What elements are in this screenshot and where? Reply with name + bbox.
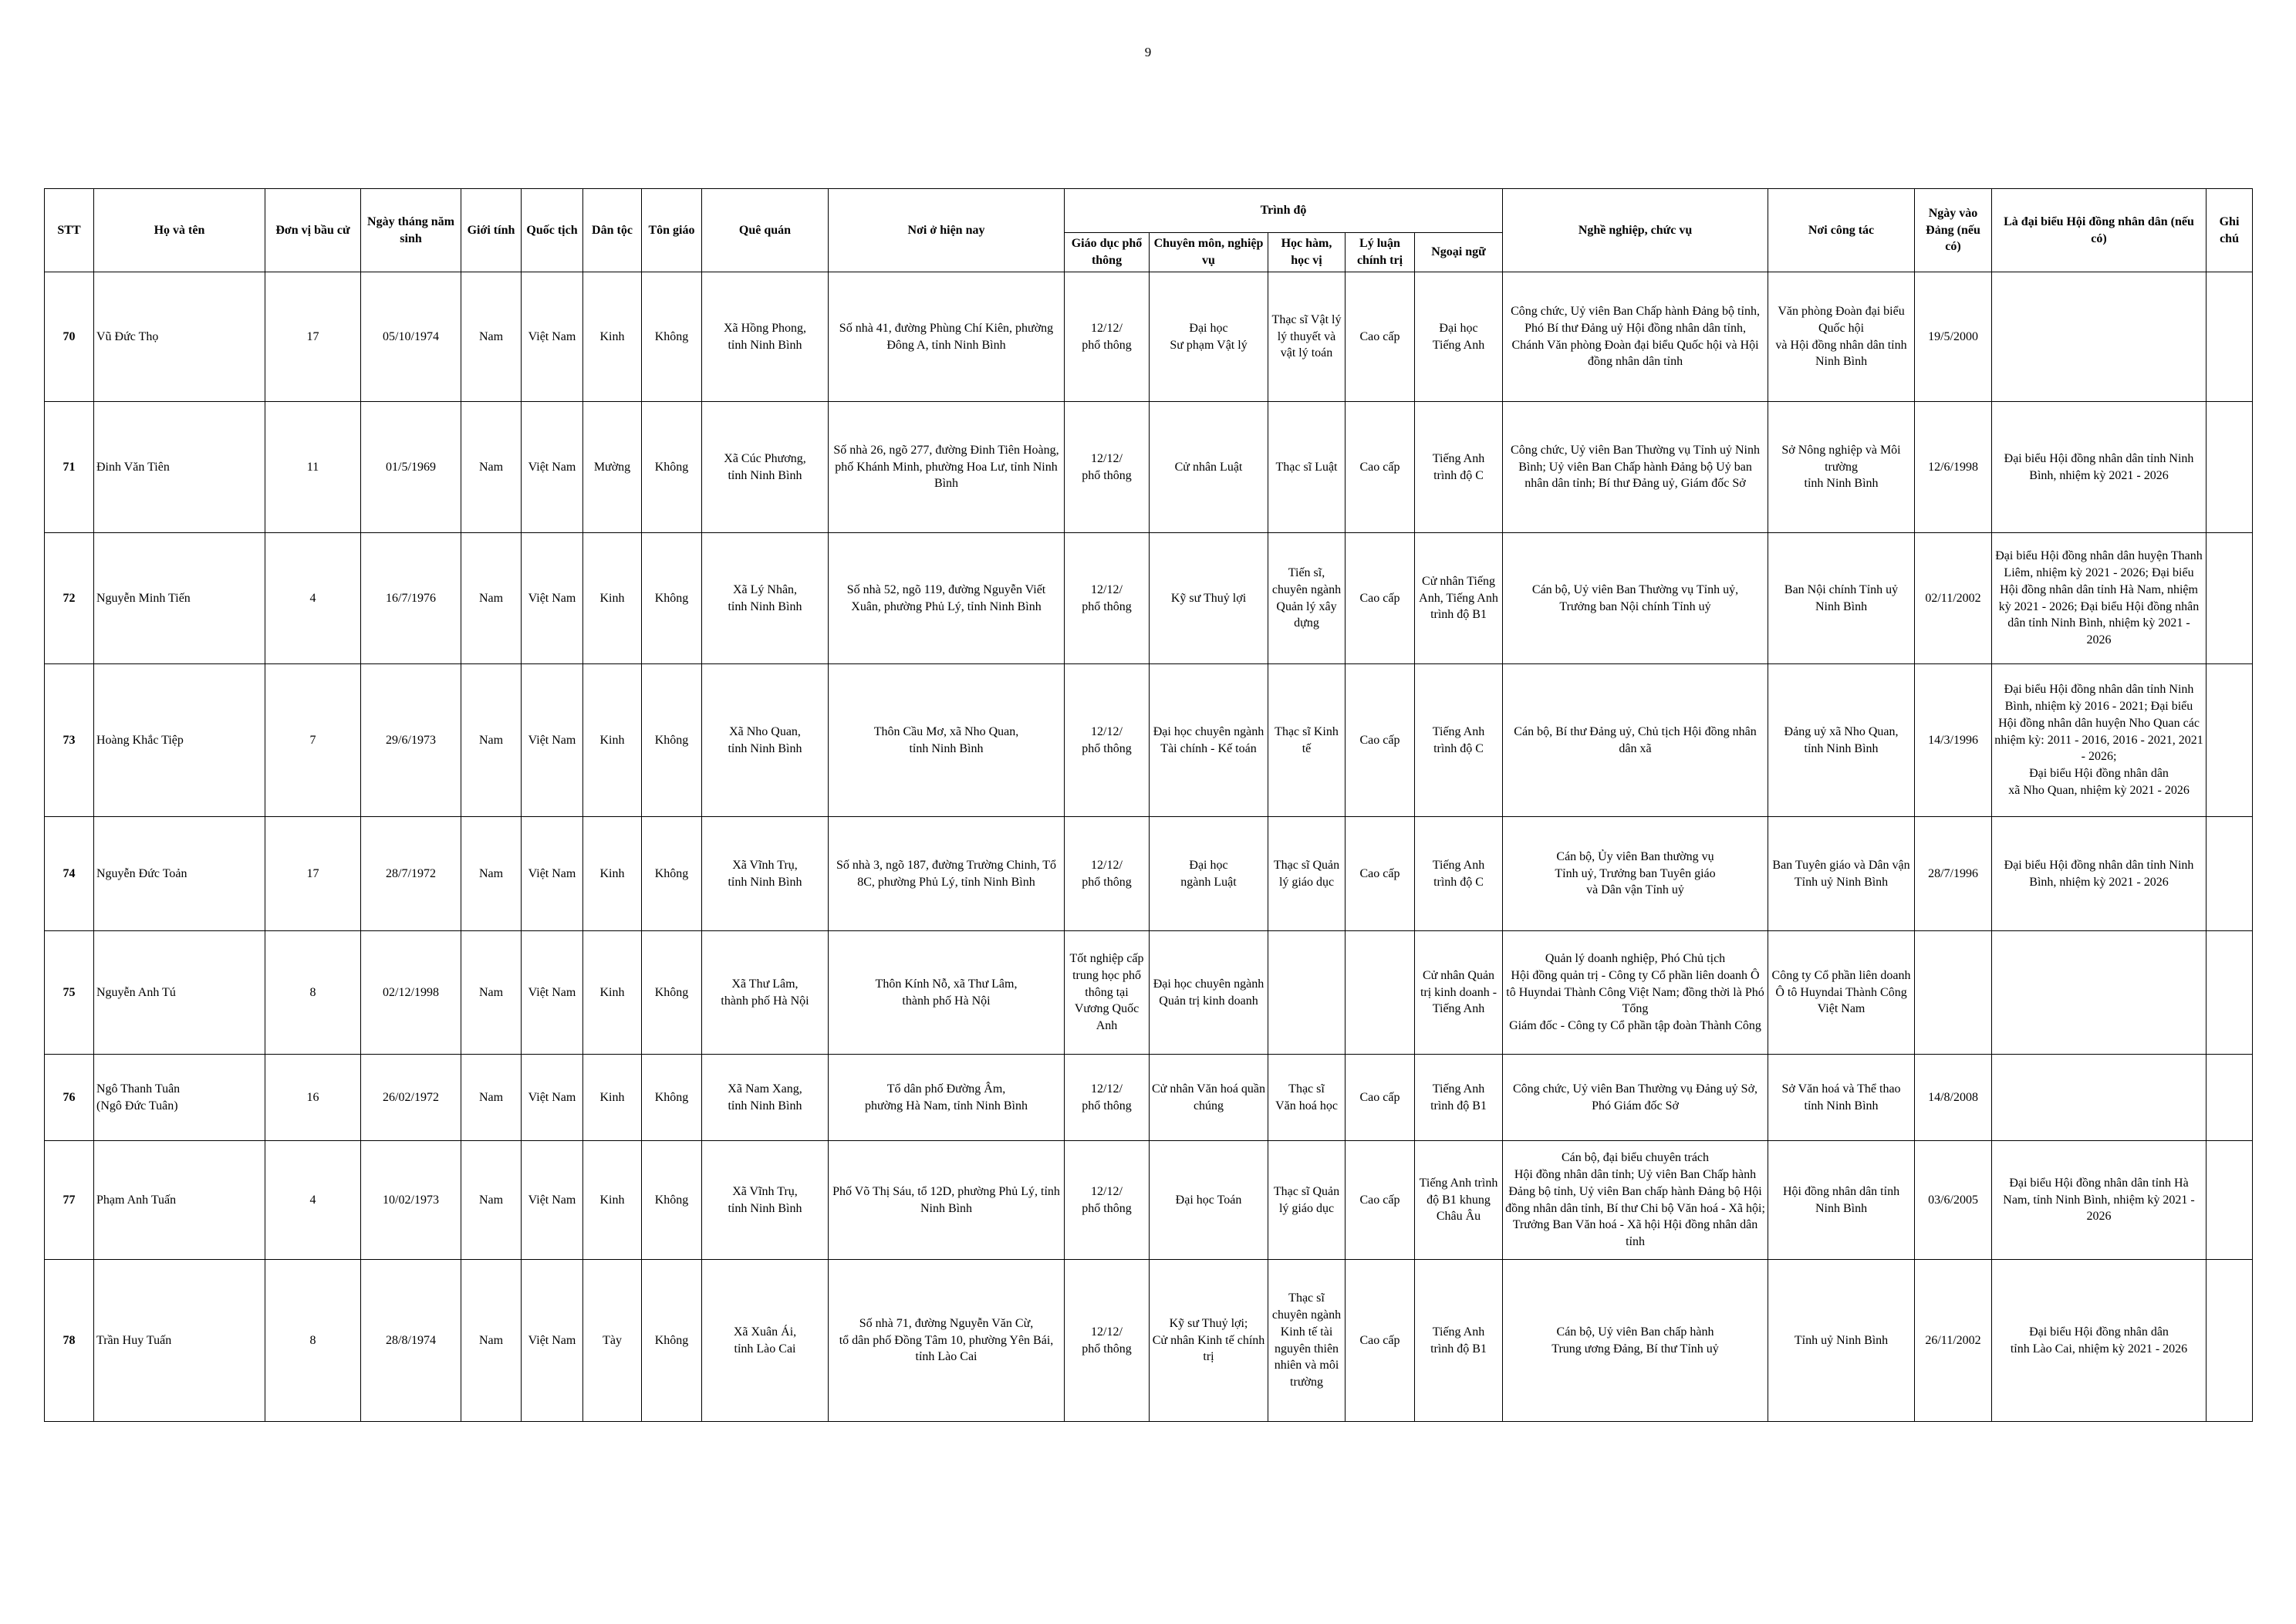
cell-name: Đinh Văn Tiên bbox=[94, 402, 265, 533]
cell-party-date: 14/8/2008 bbox=[1915, 1055, 1992, 1141]
cell-hometown: Xã Nho Quan, tỉnh Ninh Bình bbox=[702, 664, 829, 817]
header-professional: Chuyên môn, nghiệp vụ bbox=[1150, 233, 1268, 272]
cell-degree: Thạc sĩ Quản lý giáo dục bbox=[1268, 817, 1346, 931]
cell-general-edu: 12/12/ phổ thông bbox=[1065, 272, 1150, 402]
header-nationality: Quốc tịch bbox=[522, 189, 583, 272]
cell-professional: Đại học chuyên ngành Tài chính - Kế toán bbox=[1150, 664, 1268, 817]
cell-gender: Nam bbox=[461, 931, 522, 1055]
cell-language: Tiếng Anh trình độ B1 khung Châu Âu bbox=[1415, 1141, 1503, 1260]
cell-general-edu: 12/12/ phổ thông bbox=[1065, 533, 1150, 664]
cell-general-edu: 12/12/ phổ thông bbox=[1065, 402, 1150, 533]
cell-language: Cử nhân Tiếng Anh, Tiếng Anh trình độ B1 bbox=[1415, 533, 1503, 664]
header-degree: Học hàm, học vị bbox=[1268, 233, 1346, 272]
cell-nationality: Việt Nam bbox=[522, 402, 583, 533]
cell-degree: Thạc sĩ Vật lý lý thuyết và vật lý toán bbox=[1268, 272, 1346, 402]
header-delegate: Là đại biểu Hội đồng nhân dân (nếu có) bbox=[1992, 189, 2207, 272]
cell-stt: 74 bbox=[45, 817, 94, 931]
cell-residence: Phố Võ Thị Sáu, tổ 12D, phường Phủ Lý, tỉnh Ninh Bình bbox=[829, 1141, 1065, 1260]
cell-residence: Số nhà 3, ngõ 187, đường Trường Chinh, Tổ 8C, phường Phủ Lý, tỉnh Ninh Bình bbox=[829, 817, 1065, 931]
cell-ethnicity: Kinh bbox=[583, 664, 642, 817]
cell-gender: Nam bbox=[461, 533, 522, 664]
cell-nationality: Việt Nam bbox=[522, 533, 583, 664]
cell-language: Đại học Tiếng Anh bbox=[1415, 272, 1503, 402]
cell-residence: Số nhà 52, ngõ 119, đường Nguyễn Viết Xuân, phường Phủ Lý, tỉnh Ninh Bình bbox=[829, 533, 1065, 664]
cell-gender: Nam bbox=[461, 272, 522, 402]
cell-degree bbox=[1268, 931, 1346, 1055]
header-dob: Ngày tháng năm sinh bbox=[361, 189, 461, 272]
table-row bbox=[45, 817, 2253, 931]
cell-party-date: 19/5/2000 bbox=[1915, 272, 1992, 402]
cell-professional: Kỹ sư Thuỷ lợi; Cử nhân Kinh tế chính trị bbox=[1150, 1260, 1268, 1422]
cell-professional: Đại học ngành Luật bbox=[1150, 817, 1268, 931]
cell-hometown: Xã Cúc Phương, tỉnh Ninh Bình bbox=[702, 402, 829, 533]
header-residence: Nơi ở hiện nay bbox=[829, 189, 1065, 272]
cell-name: Nguyễn Minh Tiến bbox=[94, 533, 265, 664]
cell-professional: Kỹ sư Thuỷ lợi bbox=[1150, 533, 1268, 664]
cell-note bbox=[2207, 533, 2253, 664]
cell-occupation: Quản lý doanh nghiệp, Phó Chủ tịch Hội đồng quản trị - Công ty Cổ phần liên doanh Ô tô Huyndai Thành Công Việt Nam; đồng thời là Phó Tổng Giám đốc - Công ty Cổ phần tập đoàn Thành Công bbox=[1503, 931, 1768, 1055]
cell-ethnicity: Kinh bbox=[583, 817, 642, 931]
cell-delegate bbox=[1992, 272, 2207, 402]
cell-residence: Số nhà 71, đường Nguyễn Văn Cừ, tổ dân phố Đồng Tâm 10, phường Yên Bái, tỉnh Lào Cai bbox=[829, 1260, 1065, 1422]
cell-professional: Cử nhân Luật bbox=[1150, 402, 1268, 533]
cell-workplace: Tỉnh uỷ Ninh Bình bbox=[1768, 1260, 1915, 1422]
cell-occupation: Cán bộ, Ủy viên Ban thường vụ Tỉnh uỷ, Trưởng ban Tuyên giáo và Dân vận Tỉnh uỷ bbox=[1503, 817, 1768, 931]
cell-note bbox=[2207, 664, 2253, 817]
cell-unit: 7 bbox=[265, 664, 361, 817]
cell-hometown: Xã Lý Nhân, tỉnh Ninh Bình bbox=[702, 533, 829, 664]
cell-hometown: Xã Thư Lâm, thành phố Hà Nội bbox=[702, 931, 829, 1055]
cell-general-edu: Tốt nghiệp cấp trung học phổ thông tại Vương Quốc Anh bbox=[1065, 931, 1150, 1055]
cell-nationality: Việt Nam bbox=[522, 1141, 583, 1260]
cell-workplace: Hội đồng nhân dân tỉnh Ninh Bình bbox=[1768, 1141, 1915, 1260]
cell-dob: 26/02/1972 bbox=[361, 1055, 461, 1141]
cell-degree: Tiến sĩ, chuyên ngành Quản lý xây dựng bbox=[1268, 533, 1346, 664]
cell-religion: Không bbox=[642, 402, 702, 533]
cell-unit: 16 bbox=[265, 1055, 361, 1141]
cell-general-edu: 12/12/ phổ thông bbox=[1065, 1055, 1150, 1141]
cell-professional: Đại học chuyên ngành Quản trị kinh doanh bbox=[1150, 931, 1268, 1055]
cell-religion: Không bbox=[642, 1260, 702, 1422]
cell-name: Vũ Đức Thọ bbox=[94, 272, 265, 402]
cell-dob: 02/12/1998 bbox=[361, 931, 461, 1055]
cell-workplace: Sở Nông nghiệp và Môi trường tỉnh Ninh Bình bbox=[1768, 402, 1915, 533]
cell-ethnicity: Kinh bbox=[583, 931, 642, 1055]
cell-occupation: Cán bộ, Bí thư Đảng uỷ, Chủ tịch Hội đồng nhân dân xã bbox=[1503, 664, 1768, 817]
cell-residence: Thôn Kính Nỗ, xã Thư Lâm, thành phố Hà Nội bbox=[829, 931, 1065, 1055]
cell-occupation: Công chức, Uỷ viên Ban Thường vụ Tỉnh uỷ Ninh Bình; Uỷ viên Ban Chấp hành Đảng bộ Uỷ ban nhân dân tỉnh; Bí thư Đảng uỷ, Giám đốc Sở bbox=[1503, 402, 1768, 533]
cell-political: Cao cấp bbox=[1346, 1141, 1415, 1260]
cell-religion: Không bbox=[642, 664, 702, 817]
table-row bbox=[45, 533, 2253, 664]
cell-delegate: Đại biểu Hội đồng nhân dân huyện Thanh Liêm, nhiệm kỳ 2021 - 2026; Đại biểu Hội đồng nhân dân tỉnh Hà Nam, nhiệm kỳ 2021 - 2026; Đại biểu Hội đồng nhân dân tỉnh Ninh Bình, nhiệm kỳ 2021 - 2026 bbox=[1992, 533, 2207, 664]
cell-stt: 75 bbox=[45, 931, 94, 1055]
cell-dob: 28/7/1972 bbox=[361, 817, 461, 931]
cell-nationality: Việt Nam bbox=[522, 817, 583, 931]
cell-language: Tiếng Anh trình độ C bbox=[1415, 664, 1503, 817]
cell-general-edu: 12/12/ phổ thông bbox=[1065, 817, 1150, 931]
cell-delegate: Đại biểu Hội đồng nhân dân tỉnh Ninh Bình, nhiệm kỳ 2021 - 2026 bbox=[1992, 402, 2207, 533]
cell-political: Cao cấp bbox=[1346, 664, 1415, 817]
cell-dob: 05/10/1974 bbox=[361, 272, 461, 402]
cell-delegate: Đại biểu Hội đồng nhân dân tỉnh Hà Nam, tỉnh Ninh Bình, nhiệm kỳ 2021 - 2026 bbox=[1992, 1141, 2207, 1260]
cell-stt: 71 bbox=[45, 402, 94, 533]
cell-unit: 8 bbox=[265, 931, 361, 1055]
cell-note bbox=[2207, 1260, 2253, 1422]
cell-ethnicity: Kinh bbox=[583, 1141, 642, 1260]
cell-ethnicity: Kinh bbox=[583, 1055, 642, 1141]
cell-language: Tiếng Anh trình độ B1 bbox=[1415, 1260, 1503, 1422]
cell-workplace: Sở Văn hoá và Thể thao tỉnh Ninh Bình bbox=[1768, 1055, 1915, 1141]
cell-party-date: 12/6/1998 bbox=[1915, 402, 1992, 533]
cell-workplace: Ban Nội chính Tỉnh uỷ Ninh Bình bbox=[1768, 533, 1915, 664]
cell-workplace: Công ty Cổ phần liên doanh Ô tô Huyndai Thành Công Việt Nam bbox=[1768, 931, 1915, 1055]
cell-gender: Nam bbox=[461, 1260, 522, 1422]
cell-gender: Nam bbox=[461, 1141, 522, 1260]
header-name: Họ và tên bbox=[94, 189, 265, 272]
header-stt: STT bbox=[45, 189, 94, 272]
cell-religion: Không bbox=[642, 1141, 702, 1260]
cell-religion: Không bbox=[642, 272, 702, 402]
cell-religion: Không bbox=[642, 533, 702, 664]
cell-occupation: Cán bộ, Uỷ viên Ban chấp hành Trung ương Đảng, Bí thư Tỉnh uỷ bbox=[1503, 1260, 1768, 1422]
cell-gender: Nam bbox=[461, 664, 522, 817]
cell-professional: Đại học Sư phạm Vật lý bbox=[1150, 272, 1268, 402]
cell-hometown: Xã Vĩnh Trụ, tỉnh Ninh Bình bbox=[702, 817, 829, 931]
header-political: Lý luận chính trị bbox=[1346, 233, 1415, 272]
cell-general-edu: 12/12/ phổ thông bbox=[1065, 1260, 1150, 1422]
cell-occupation: Cán bộ, Uỷ viên Ban Thường vụ Tỉnh uỷ, Trưởng ban Nội chính Tỉnh uỷ bbox=[1503, 533, 1768, 664]
cell-religion: Không bbox=[642, 931, 702, 1055]
cell-note bbox=[2207, 931, 2253, 1055]
cell-workplace: Ban Tuyên giáo và Dân vận Tỉnh uỷ Ninh Bình bbox=[1768, 817, 1915, 931]
cell-gender: Nam bbox=[461, 817, 522, 931]
cell-delegate: Đại biểu Hội đồng nhân dân tỉnh Ninh Bình, nhiệm kỳ 2021 - 2026 bbox=[1992, 817, 2207, 931]
cell-occupation: Công chức, Uỷ viên Ban Chấp hành Đảng bộ tỉnh, Phó Bí thư Đảng uỷ Hội đồng nhân dân tỉnh, Chánh Văn phòng Đoàn đại biểu Quốc hội và Hội đồng nhân dân tỉnh bbox=[1503, 272, 1768, 402]
cell-political: Cao cấp bbox=[1346, 817, 1415, 931]
cell-nationality: Việt Nam bbox=[522, 1055, 583, 1141]
cell-stt: 70 bbox=[45, 272, 94, 402]
cell-note bbox=[2207, 1141, 2253, 1260]
cell-religion: Không bbox=[642, 817, 702, 931]
cell-name: Ngô Thanh Tuân (Ngô Đức Tuân) bbox=[94, 1055, 265, 1141]
table-row bbox=[45, 1055, 2253, 1141]
cell-political: Cao cấp bbox=[1346, 1055, 1415, 1141]
cell-political: Cao cấp bbox=[1346, 533, 1415, 664]
cell-language: Tiếng Anh trình độ C bbox=[1415, 402, 1503, 533]
cell-name: Trần Huy Tuấn bbox=[94, 1260, 265, 1422]
header-language: Ngoại ngữ bbox=[1415, 233, 1503, 272]
table-row bbox=[45, 931, 2253, 1055]
cell-note bbox=[2207, 817, 2253, 931]
header-workplace: Nơi công tác bbox=[1768, 189, 1915, 272]
cell-residence: Số nhà 41, đường Phùng Chí Kiên, phường Đông A, tỉnh Ninh Bình bbox=[829, 272, 1065, 402]
cell-delegate: Đại biểu Hội đồng nhân dân tỉnh Lào Cai, nhiệm kỳ 2021 - 2026 bbox=[1992, 1260, 2207, 1422]
cell-professional: Đại học Toán bbox=[1150, 1141, 1268, 1260]
cell-political bbox=[1346, 931, 1415, 1055]
cell-name: Nguyễn Đức Toản bbox=[94, 817, 265, 931]
cell-dob: 10/02/1973 bbox=[361, 1141, 461, 1260]
cell-nationality: Việt Nam bbox=[522, 1260, 583, 1422]
cell-political: Cao cấp bbox=[1346, 272, 1415, 402]
cell-degree: Thạc sĩ Văn hoá học bbox=[1268, 1055, 1346, 1141]
cell-political: Cao cấp bbox=[1346, 1260, 1415, 1422]
cell-nationality: Việt Nam bbox=[522, 272, 583, 402]
cell-name: Nguyễn Anh Tú bbox=[94, 931, 265, 1055]
cell-hometown: Xã Xuân Ái, tỉnh Lào Cai bbox=[702, 1260, 829, 1422]
cell-general-edu: 12/12/ phổ thông bbox=[1065, 664, 1150, 817]
header-general-edu: Giáo dục phổ thông bbox=[1065, 233, 1150, 272]
cell-unit: 11 bbox=[265, 402, 361, 533]
cell-stt: 77 bbox=[45, 1141, 94, 1260]
cell-dob: 16/7/1976 bbox=[361, 533, 461, 664]
header-qualification: Trình độ bbox=[1065, 189, 1503, 233]
cell-residence: Số nhà 26, ngõ 277, đường Đinh Tiên Hoàng, phố Khánh Minh, phường Hoa Lư, tỉnh Ninh Bình bbox=[829, 402, 1065, 533]
cell-occupation: Công chức, Uỷ viên Ban Thường vụ Đảng uỷ Sở, Phó Giám đốc Sở bbox=[1503, 1055, 1768, 1141]
cell-hometown: Xã Nam Xang, tỉnh Ninh Bình bbox=[702, 1055, 829, 1141]
cell-stt: 78 bbox=[45, 1260, 94, 1422]
cell-party-date: 26/11/2002 bbox=[1915, 1260, 1992, 1422]
table-row bbox=[45, 1141, 2253, 1260]
cell-party-date bbox=[1915, 931, 1992, 1055]
cell-delegate bbox=[1992, 1055, 2207, 1141]
header-ethnicity: Dân tộc bbox=[583, 189, 642, 272]
table-row bbox=[45, 664, 2253, 817]
cell-ethnicity: Mường bbox=[583, 402, 642, 533]
cell-ethnicity: Kinh bbox=[583, 272, 642, 402]
cell-professional: Cử nhân Văn hoá quần chúng bbox=[1150, 1055, 1268, 1141]
cell-dob: 28/8/1974 bbox=[361, 1260, 461, 1422]
cell-dob: 01/5/1969 bbox=[361, 402, 461, 533]
cell-party-date: 14/3/1996 bbox=[1915, 664, 1992, 817]
cell-ethnicity: Tày bbox=[583, 1260, 642, 1422]
cell-hometown: Xã Vĩnh Trụ, tỉnh Ninh Bình bbox=[702, 1141, 829, 1260]
cell-general-edu: 12/12/ phổ thông bbox=[1065, 1141, 1150, 1260]
header-unit: Đơn vị bầu cử bbox=[265, 189, 361, 272]
cell-language: Tiếng Anh trình độ B1 bbox=[1415, 1055, 1503, 1141]
cell-workplace: Văn phòng Đoàn đại biểu Quốc hội và Hội đồng nhân dân tỉnh Ninh Bình bbox=[1768, 272, 1915, 402]
cell-unit: 4 bbox=[265, 533, 361, 664]
cell-party-date: 03/6/2005 bbox=[1915, 1141, 1992, 1260]
cell-political: Cao cấp bbox=[1346, 402, 1415, 533]
cell-nationality: Việt Nam bbox=[522, 931, 583, 1055]
cell-delegate: Đại biểu Hội đồng nhân dân tỉnh Ninh Bình, nhiệm kỳ 2016 - 2021; Đại biểu Hội đồng nhân dân huyện Nho Quan các nhiệm kỳ: 2011 - 2016, 2016 - 2021, 2021 - 2026; Đại biểu Hội đồng nhân dân xã Nho Quan, nhiệm kỳ 2021 - 2026 bbox=[1992, 664, 2207, 817]
cell-residence: Tổ dân phố Đường Âm, phường Hà Nam, tỉnh Ninh Bình bbox=[829, 1055, 1065, 1141]
cell-nationality: Việt Nam bbox=[522, 664, 583, 817]
cell-party-date: 28/7/1996 bbox=[1915, 817, 1992, 931]
cell-dob: 29/6/1973 bbox=[361, 664, 461, 817]
cell-occupation: Cán bộ, đại biểu chuyên trách Hội đồng nhân dân tỉnh; Uỷ viên Ban Chấp hành Đảng bộ tỉnh, Uỷ viên Ban chấp hành Đảng bộ Hội đồng nhân dân tỉnh, Bí thư Chi bộ Văn hoá - Xã hội; Trưởng Ban Văn hoá - Xã hội Hội đồng nhân dân tỉnh bbox=[1503, 1141, 1768, 1260]
cell-degree: Thạc sĩ Kinh tế bbox=[1268, 664, 1346, 817]
header-party-date: Ngày vào Đảng (nếu có) bbox=[1915, 189, 1992, 272]
header-gender: Giới tính bbox=[461, 189, 522, 272]
cell-degree: Thạc sĩ chuyên ngành Kinh tế tài nguyên thiên nhiên và môi trường bbox=[1268, 1260, 1346, 1422]
header-hometown: Quê quán bbox=[702, 189, 829, 272]
cell-stt: 76 bbox=[45, 1055, 94, 1141]
cell-gender: Nam bbox=[461, 1055, 522, 1141]
cell-party-date: 02/11/2002 bbox=[1915, 533, 1992, 664]
cell-stt: 73 bbox=[45, 664, 94, 817]
cell-unit: 4 bbox=[265, 1141, 361, 1260]
cell-degree: Thạc sĩ Luật bbox=[1268, 402, 1346, 533]
cell-workplace: Đảng uỷ xã Nho Quan, tỉnh Ninh Bình bbox=[1768, 664, 1915, 817]
cell-unit: 17 bbox=[265, 817, 361, 931]
cell-unit: 8 bbox=[265, 1260, 361, 1422]
cell-language: Tiếng Anh trình độ C bbox=[1415, 817, 1503, 931]
table-row bbox=[45, 1260, 2253, 1422]
header-note: Ghi chú bbox=[2207, 189, 2253, 272]
cell-name: Phạm Anh Tuấn bbox=[94, 1141, 265, 1260]
cell-language: Cử nhân Quản trị kinh doanh - Tiếng Anh bbox=[1415, 931, 1503, 1055]
header-occupation: Nghề nghiệp, chức vụ bbox=[1503, 189, 1768, 272]
cell-gender: Nam bbox=[461, 402, 522, 533]
cell-hometown: Xã Hồng Phong, tỉnh Ninh Bình bbox=[702, 272, 829, 402]
cell-stt: 72 bbox=[45, 533, 94, 664]
table-row bbox=[45, 272, 2253, 402]
cell-note bbox=[2207, 272, 2253, 402]
page-number: 9 bbox=[1144, 45, 1152, 59]
cell-note bbox=[2207, 1055, 2253, 1141]
cell-degree: Thạc sĩ Quản lý giáo dục bbox=[1268, 1141, 1346, 1260]
cell-ethnicity: Kinh bbox=[583, 533, 642, 664]
cell-religion: Không bbox=[642, 1055, 702, 1141]
cell-delegate bbox=[1992, 931, 2207, 1055]
cell-note bbox=[2207, 402, 2253, 533]
cell-unit: 17 bbox=[265, 272, 361, 402]
candidate-table bbox=[44, 188, 2253, 1422]
cell-residence: Thôn Cầu Mơ, xã Nho Quan, tỉnh Ninh Bình bbox=[829, 664, 1065, 817]
table-row bbox=[45, 402, 2253, 533]
cell-name: Hoàng Khắc Tiệp bbox=[94, 664, 265, 817]
header-religion: Tôn giáo bbox=[642, 189, 702, 272]
